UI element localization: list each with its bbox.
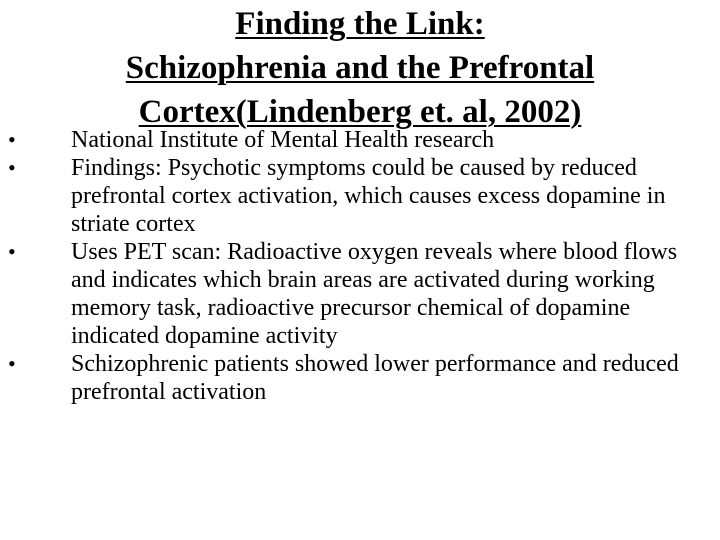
bullet-text: National Institute of Mental Health research	[71, 127, 495, 153]
bullet-dot-icon: •	[8, 239, 16, 264]
bullet-dot-icon: •	[8, 127, 16, 152]
slide-title	[60, 2, 660, 134]
bullet-text: Findings: Psychotic symptoms could be caused by reduced prefrontal cortex activation, which causes excess dopamine in striate cortex	[71, 155, 666, 237]
title-line-2: Schizophrenia and the Prefrontal	[125, 50, 595, 86]
bullet-text: Uses PET scan: Radioactive oxygen reveals where blood flows and indicates which brain areas are activated during working memory task, radioactive precursor chemical of dopamine indicated dopamine activity	[71, 239, 678, 349]
bullet-item-results	[0, 350, 700, 406]
bullet-list	[0, 126, 700, 406]
bullet-item-pet-scan	[0, 238, 700, 350]
bullet-text: Schizophrenic patients showed lower performance and reduced prefrontal activation	[71, 351, 679, 405]
bullet-dot-icon: •	[8, 351, 16, 376]
title-line-3: Cortex(Lindenberg et. al, 2002)	[138, 94, 582, 130]
bullet-item-findings	[0, 154, 700, 238]
bullet-dot-icon: •	[8, 155, 16, 180]
title-line-1: Finding the Link:	[235, 6, 485, 42]
